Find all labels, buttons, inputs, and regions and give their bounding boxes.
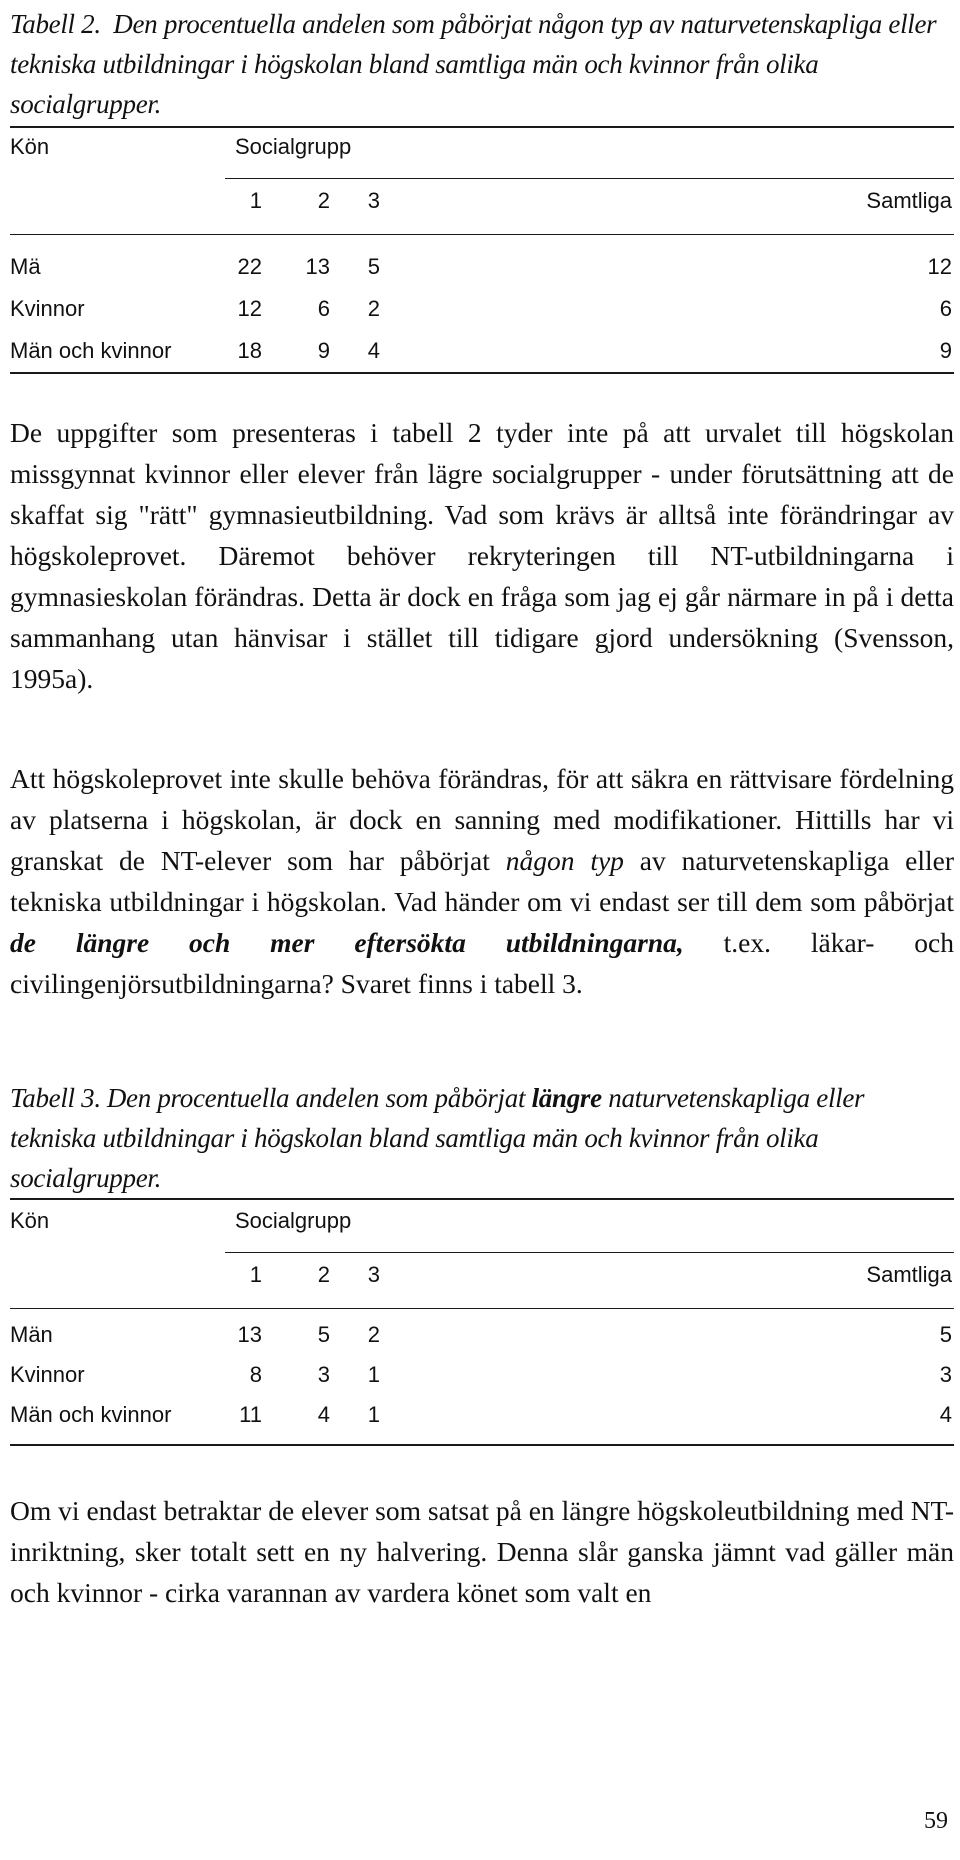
table3-subheader-1: 1 xyxy=(249,1262,262,1287)
table2-row-label: Kvinnor xyxy=(10,296,85,321)
table2-cell: 9 xyxy=(939,338,952,363)
table2-cell: 13 xyxy=(305,254,330,279)
table2-cell: 5 xyxy=(367,254,380,279)
table3-caption-bold: längre xyxy=(531,1083,602,1113)
table3-cell: 4 xyxy=(939,1402,952,1427)
paragraph-2-emphasis-1: någon typ xyxy=(505,845,624,876)
table3-row-label: Män xyxy=(10,1322,53,1347)
table3-cell: 3 xyxy=(939,1362,952,1387)
paragraph-2 xyxy=(10,758,954,1004)
table3-cell: 8 xyxy=(249,1362,262,1387)
table2-subheader-2: 2 xyxy=(317,188,330,213)
table3-header-kon: Kön xyxy=(10,1208,50,1233)
table3-cell: 1 xyxy=(367,1362,380,1387)
table2-cell: 4 xyxy=(367,338,380,363)
table3-cell: 5 xyxy=(939,1322,952,1347)
table3-cell: 2 xyxy=(367,1322,380,1347)
table2-header-kon: Kön xyxy=(10,134,50,159)
table2-header-socialgrupp: Socialgrupp xyxy=(235,134,352,159)
table2-subheader-rule xyxy=(10,234,954,235)
table3-header-rule xyxy=(225,1252,954,1253)
table3-row-label: Kvinnor xyxy=(10,1362,85,1387)
table2-bottom-rule xyxy=(10,372,954,374)
paragraph-3: Om vi endast betraktar de elever som satsat på en längre högskoleutbildning med NT-inriktning, sker totalt sett en ny halvering. Denna slår ganska jämnt vad gäller män och kvinnor - cirka varannan av vardera könet som valt en xyxy=(10,1495,954,1608)
table2-row-label: Män och kvinnor xyxy=(10,338,172,363)
table3-caption-part2: naturvetenskapliga eller tekniska utbildningar i högskolan bland samtliga män och kvinnor från olika socialgrupper. xyxy=(10,1083,865,1193)
table2-header-rule xyxy=(225,178,954,179)
table2-cell: 2 xyxy=(367,296,380,321)
table3-subheader-2: 2 xyxy=(317,1262,330,1287)
table2-caption xyxy=(10,4,950,124)
table3-caption xyxy=(10,1078,950,1198)
table2-cell: 6 xyxy=(317,296,330,321)
table2-subheader-1: 1 xyxy=(249,188,262,213)
table3-subheader-rule xyxy=(10,1308,954,1309)
table3-cell: 11 xyxy=(239,1402,262,1427)
table2-cell: 9 xyxy=(317,338,330,363)
table2-cell: 22 xyxy=(237,254,262,279)
table2-row-label: Mä xyxy=(10,254,41,279)
table2-cell: 12 xyxy=(927,254,952,279)
table2 xyxy=(10,126,954,363)
table3-subheader-samtliga: Samtliga xyxy=(866,1262,952,1287)
table3-cell: 5 xyxy=(317,1322,330,1347)
table2-label: Tabell 2. xyxy=(10,9,101,39)
paragraph-2-emphasis-2: de längre och mer eftersökta utbildningarna, xyxy=(10,927,684,958)
paragraph-2-part3: t.ex. läkar- och civilingenjörsutbildningarna? Svaret finns i tabell 3. xyxy=(10,927,954,999)
page-number: 59 xyxy=(924,1808,948,1834)
table2-cell: 6 xyxy=(939,296,952,321)
table2-subheader-3: 3 xyxy=(367,188,380,213)
table3-row-label: Män och kvinnor xyxy=(10,1402,172,1427)
paragraph-1: De uppgifter som presenteras i tabell 2 tyder inte på att urvalet till högskolan missgynnat kvinnor eller elever från lägre socialgrupper - under förutsättning att de skaffat sig "rätt" gymnasieutbildning. Vad som krävs är alltså inte förändringar av högskoleprovet. Däremot behöver rekryteringen till NT-utbildningarna i gymnasieskolan förändras. Detta är dock en fråga som jag ej går närmare in på i detta sammanhang utan hänvisar i stället till tidigare gjord undersökning (Svensson, 1995a). xyxy=(10,417,954,694)
table3-cell: 13 xyxy=(237,1322,262,1347)
table3-cell: 1 xyxy=(367,1402,380,1427)
table3-header-socialgrupp: Socialgrupp xyxy=(235,1208,352,1233)
table2-subheader-samtliga: Samtliga xyxy=(866,188,952,213)
table3-caption-part1: Den procentuella andelen som påbörjat xyxy=(106,1083,532,1113)
table3-cell: 3 xyxy=(317,1362,330,1387)
paragraph-2-part1: Att högskoleprovet inte skulle behöva förändras, för att säkra en rättvisare fördelning av platserna i högskolan, är dock en sanning med modifikationer. Hittills har vi granskat de NT-elever som har påbörjat xyxy=(10,763,954,876)
table2-cell: 18 xyxy=(237,338,262,363)
table2-cell: 12 xyxy=(237,296,262,321)
table2-caption-text: Den procentuella andelen som påbörjat någon typ av naturvetenskapliga eller tekniska utbildningar i högskolan bland samtliga män och kvinnor från olika socialgrupper. xyxy=(10,9,937,119)
table3-bottom-rule xyxy=(10,1444,954,1446)
table3-subheader-3: 3 xyxy=(367,1262,380,1287)
paragraph-2-part2: av naturvetenskapliga eller tekniska utbildningar i högskolan. Vad händer om vi endast ser till dem som påbörjat xyxy=(10,845,954,917)
table3-label: Tabell 3. xyxy=(10,1083,101,1113)
table3-cell: 4 xyxy=(317,1402,330,1427)
